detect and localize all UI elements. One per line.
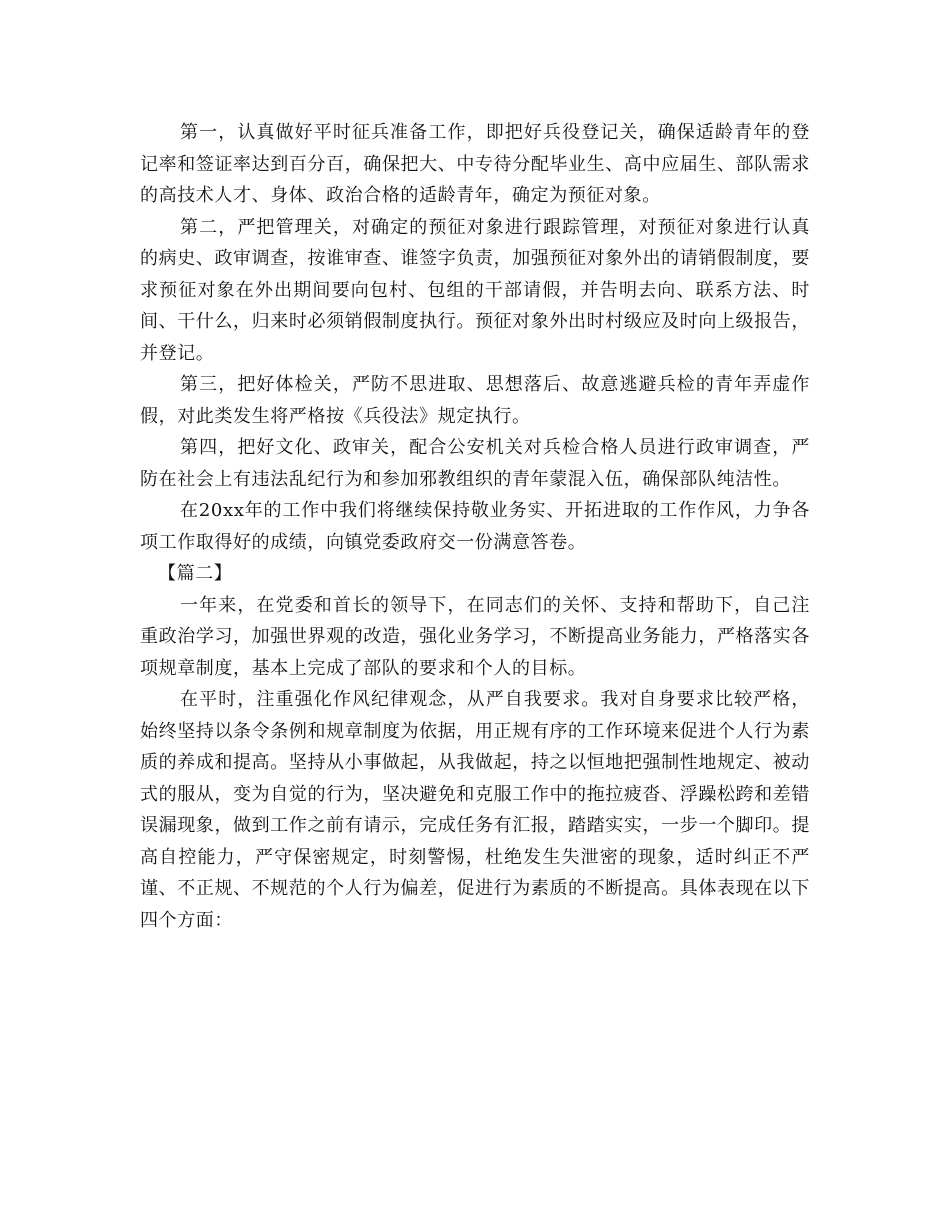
paragraph-fourth: 第四，把好文化、政审关，配合公安机关对兵检合格人员进行政审调查，严防在社会上有违法乱纪行为和参加邪教组织的青年蒙混入伍，确保部队纯洁性。 <box>140 437 810 490</box>
section-heading: 【篇二】 <box>158 563 233 584</box>
paragraph-discipline: 在平时，注重强化作风纪律观念，从严自我要求。我对自身要求比较严格，始终坚持以条令条例和规章制度为依据，用正规有序的工作环境来促进个人行为素质的养成和提高。坚持从小事做起，从我做起，持之以恒地把强制性地规定、被动式的服从，变为自觉的行为，坚决避免和克服工作中的拖拉疲沓、浮躁松跨和差错误漏现象，做到工作之前有请示，完成任务有汇报，踏踏实实，一步一个脚印。提高自控能力，严守保密规定，时刻警惕，杜绝发生失泄密的现象，适时纠正不严谨、不正规、不规范的个人行为偏差，促进行为素质的不断提高。具体表现在以下四个方面： <box>140 689 810 931</box>
paragraph-second: 第二，严把管理关，对确定的预征对象进行跟踪管理，对预征对象进行认真的病史、政审调查，按谁审查、谁签字负责，加强预征对象外出的请销假制度，要求预征对象在外出期间要向包村、包组的干部请假，并告明去向、联系方法、时间、干什么，归来时必须销假制度执行。预征对象外出时村级应及时向上级报告，并登记。 <box>140 216 810 364</box>
paragraph-intro-2: 一年来，在党委和首长的领导下，在同志们的关怀、支持和帮助下，自己注重政治学习，加强世界观的改造，强化业务学习，不断提高业务能力，严格落实各项规章制度，基本上完成了部队的要求和个人的目标。 <box>140 594 810 679</box>
paragraph-first: 第一，认真做好平时征兵准备工作，即把好兵役登记关，确保适龄青年的登记率和签证率达到百分百，确保把大、中专待分配毕业生、高中应届生、部队需求的高技术人才、身体、政治合格的适龄青年，确定为预征对象。 <box>140 122 810 206</box>
paragraph-third: 第三，把好体检关，严防不思进取、思想落后、故意逃避兵检的青年弄虚作假，对此类发生将严格按《兵役法》规定执行。 <box>140 374 810 427</box>
document-body <box>140 117 810 936</box>
paragraph-summary: 在20xx年的工作中我们将继续保持敬业务实、开拓进取的工作作风，力争各项工作取得好的成绩，向镇党委政府交一份满意答卷。 <box>140 500 810 553</box>
